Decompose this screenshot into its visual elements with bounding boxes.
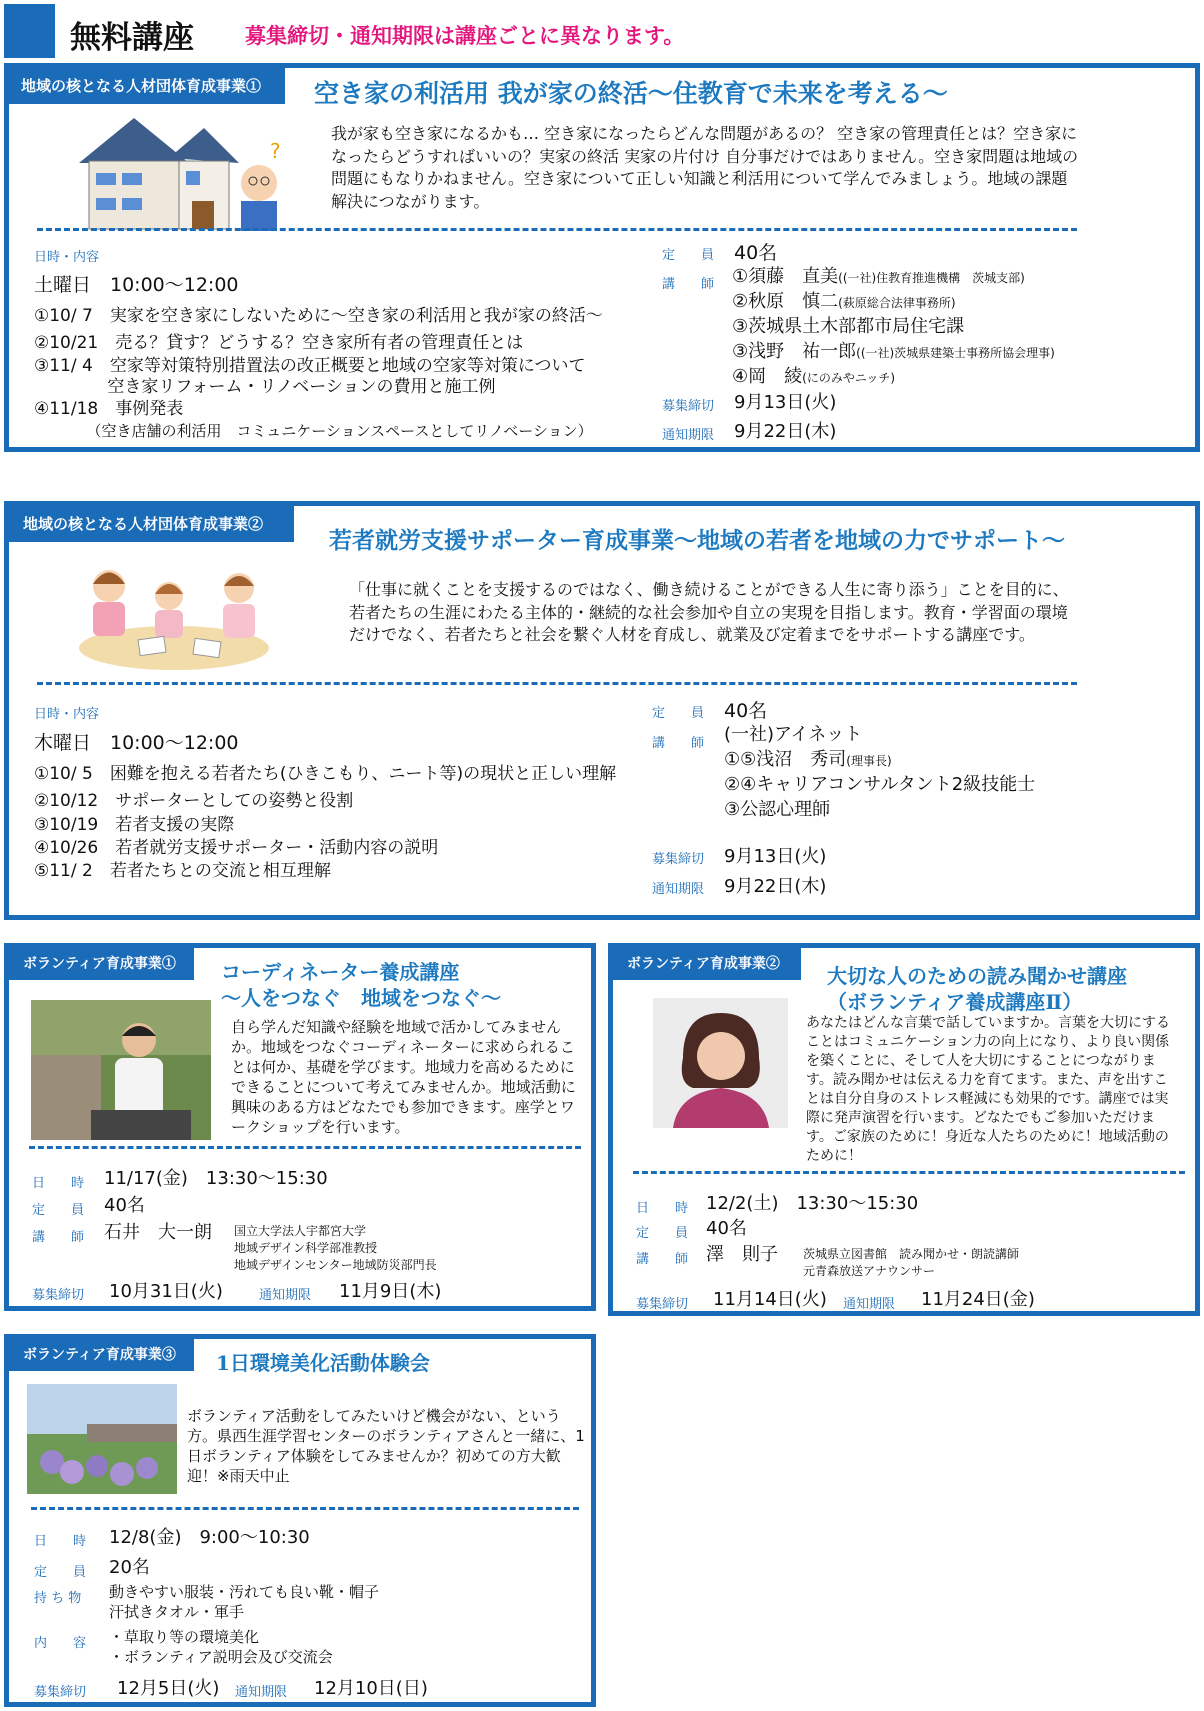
notice-date: 11月9日(木) <box>339 1281 442 1302</box>
notice-label: 通知期限 <box>652 882 705 897</box>
section-title: 空き家の利活用 我が家の終活～住教育で未来を考える～ <box>314 79 948 108</box>
day-time: 木曜日 10:00～12:00 <box>34 732 239 754</box>
content-label: 内 容 <box>34 1636 87 1651</box>
schedule-item: 空き家リフォーム・リノベーションの費用と施工例 <box>34 377 496 397</box>
lecturer-affiliation: 国立大学法人宇都宮大学 地域デザイン科学部准教授 地域デザインセンター地域防災部門長 <box>234 1224 437 1272</box>
capacity-label: 定 員 <box>652 706 705 721</box>
schedule-item: ①10/ 5 困難を抱える若者たち(ひきこもり、ニート等)の現状と正しい理解 <box>34 764 617 784</box>
datetime-label: 日時・内容 <box>34 707 100 722</box>
section-akiya <box>4 63 1200 452</box>
section-description: ボランティア活動をしてみたいけど機会がない、という方。県西生涯学習センターのボランティアさんと一緒に、1日ボランティア体験をしてみませんか？初めての方大歓迎！※雨天中止 <box>187 1407 585 1485</box>
schedule-list <box>34 304 603 444</box>
deadline-label: 募集締切 <box>636 1297 689 1312</box>
section-title: 1日環境美化活動体験会 <box>216 1351 430 1375</box>
lecturer-name: ②秋原 慎二 <box>732 291 839 312</box>
section-youth-support <box>4 501 1200 920</box>
content-item: ・ボランティア説明会及び交流会 <box>109 1648 333 1666</box>
day-time: 土曜日 10:00～12:00 <box>34 274 239 296</box>
lecturer-list <box>724 723 1035 823</box>
date: 12/8(金) 9:00～10:30 <box>109 1527 310 1548</box>
content-list <box>109 1627 333 1667</box>
lecturer-name: ③浅野 祐一郎 <box>732 341 857 362</box>
deadline: 11月14日(火) <box>713 1289 827 1310</box>
lecturer-name: 石井 大一朗 <box>104 1222 212 1243</box>
lecturer-list <box>732 265 1055 390</box>
notice-label: 通知期限 <box>843 1297 896 1312</box>
section-description: あなたはどんな言葉で話していますか。言葉を大切にすることはコミュニケーション力の向上になり、より良い関係を築くことに、そして人を大切にすることにつながります。読み聞かせは伝える力を育てます。また、声を出すことは自分自身のストレス軽減にも効果的です。講座では実際に発声演習を行います。どなたでもご参加いただけます。ご家族のために！身近な人たちのために！地域活動のために！ <box>806 1015 1170 1164</box>
deadline-label: 募集締切 <box>32 1288 85 1303</box>
schedule-list <box>34 762 616 884</box>
schedule-item: ③10/19 若者支援の実際 <box>34 815 235 835</box>
lecturer-affiliation: (萩原総合法律事務所) <box>838 296 956 310</box>
section-volunteer-1 <box>4 943 596 1311</box>
people-illustration <box>69 556 279 676</box>
deadline-label: 募集締切 <box>662 399 715 414</box>
capacity: 20名 <box>109 1557 150 1578</box>
section-subtitle: ～人をつなぐ 地域をつなぐ～ <box>221 986 501 1010</box>
lecturer-name: ②④キャリアコンサルタント2級技能士 <box>724 774 1036 795</box>
notice-label: 通知期限 <box>259 1288 312 1303</box>
section-tag: ボランティア育成事業① <box>9 948 194 980</box>
date-label: 日 時 <box>636 1201 689 1216</box>
schedule-item: ⑤11/ 2 若者たちとの交流と相互理解 <box>34 861 331 881</box>
schedule-item: ④10/26 若者就労支援サポーター・活動内容の説明 <box>34 838 439 858</box>
item: 動きやすい服装・汚れても良い靴・帽子 <box>109 1583 380 1601</box>
content-item: ・草取り等の環境美化 <box>109 1628 260 1646</box>
schedule-item: ③11/ 4 空家等対策特別措置法の改正概要と地域の空家等対策について <box>34 356 586 376</box>
section-tag: 地域の核となる人材団体育成事業① <box>9 68 285 104</box>
capacity-label: 定 員 <box>636 1226 689 1241</box>
lecturer-label: 講 師 <box>636 1252 689 1267</box>
section-description: 「仕事に就くことを支援するのではなく、働き続けることができる人生に寄り添う」ことを目的に、若者たちの生涯にわたる主体的・継続的な社会参加や自立の実現を目指します。教育・学習面の環境だけでなく、若者たちと社会を繋ぐ人材を育成し、就業及び定着までをサポートする講座です。 <box>349 580 1069 644</box>
lecturer-affiliation: ((一社)住教育推進機構 茨城支部) <box>838 271 1025 285</box>
section-tag: ボランティア育成事業③ <box>9 1339 194 1371</box>
house-illustration <box>74 113 284 233</box>
lecturer-name: ①須藤 直美 <box>732 266 839 287</box>
deadline-label: 募集締切 <box>652 852 705 867</box>
divider <box>37 228 1077 231</box>
section-title: 若者就労支援サポーター育成事業～地域の若者を地域の力でサポート～ <box>329 527 1065 554</box>
item: 汗拭きタオル・軍手 <box>109 1603 245 1621</box>
section-volunteer-3 <box>4 1334 596 1707</box>
page-title: 無料講座 <box>70 20 194 56</box>
deadline: 9月13日(火) <box>724 846 827 867</box>
lecturer-affiliation: (理事長) <box>846 754 892 768</box>
section-description: 我が家も空き家になるかも… 空き家になったらどんな問題があるの？ 空き家の管理責任とは？空き家になったらどうすればいいの？実家の終活 実家の片付け 自分事だけではありません。空き家問題は地域の問題にもなりかねません。空き家について正しい知識と利活用について学んでみましょう。地域の課題解決につながります。 <box>331 124 1079 211</box>
lecturer-name: ③茨城県土木部都市局住宅課 <box>732 316 965 337</box>
deadline: 9月13日(火) <box>734 392 837 413</box>
deadline: 10月31日(火) <box>109 1281 223 1302</box>
divider <box>29 1146 581 1149</box>
lecturer-label: 講 師 <box>32 1230 85 1245</box>
schedule-item: ①10/ 7 実家を空き家にしないために～空き家の利活用と我が家の終活～ <box>34 306 603 326</box>
lecturer-name: ④岡 綾 <box>732 366 803 387</box>
header-note: 募集締切・通知期限は講座ごとに異なります。 <box>245 23 685 48</box>
divider <box>633 1171 1185 1174</box>
schedule-item: （空き店舗の利活用 コミュニケーションスペースとしてリノベーション） <box>34 422 593 440</box>
schedule-item: ④11/18 事例発表 <box>34 399 184 419</box>
section-tag: ボランティア育成事業② <box>613 948 801 980</box>
notice-date: 9月22日(木) <box>734 421 837 442</box>
schedule-item: ②10/12 サポーターとしての姿勢と役割 <box>34 791 354 811</box>
deadline: 12月5日(火) <box>117 1678 220 1699</box>
notice-date: 12月10日(日) <box>314 1678 428 1699</box>
lecturer-name: ①⑤浅沼 秀司 <box>724 749 847 770</box>
garden-photo <box>27 1384 177 1494</box>
divider <box>31 1507 579 1510</box>
lecturer-label: 講 師 <box>652 736 705 751</box>
notice-label: 通知期限 <box>235 1685 288 1700</box>
lecturer-name: 澤 則子 <box>706 1244 778 1265</box>
notice-date: 11月24日(金) <box>921 1289 1035 1310</box>
lecturer-affiliation: (にのみやニッチ) <box>802 371 896 385</box>
capacity: 40名 <box>734 242 778 264</box>
lecturer-affiliation: ((一社)茨城県建築士事務所協会理事) <box>856 346 1055 360</box>
header-blue-square <box>4 4 55 58</box>
capacity-label: 定 員 <box>34 1565 87 1580</box>
lecturer-photo <box>653 998 788 1128</box>
capacity: 40名 <box>706 1218 747 1239</box>
lecturer-photo <box>31 1000 211 1140</box>
items-label: 持 ち 物 <box>34 1591 82 1606</box>
lecturer-name: (一社)アイネット <box>724 724 863 745</box>
divider <box>37 682 1077 685</box>
capacity-label: 定 員 <box>662 248 715 263</box>
date-label: 日 時 <box>34 1534 87 1549</box>
lecturer-name: ③公認心理師 <box>724 799 831 820</box>
lecturer-label: 講 師 <box>662 277 715 292</box>
items-list <box>109 1582 379 1622</box>
section-volunteer-2 <box>608 943 1200 1316</box>
section-tag: 地域の核となる人材団体育成事業② <box>9 506 294 542</box>
date-label: 日 時 <box>32 1176 85 1191</box>
date: 11/17(金) 13:30～15:30 <box>104 1168 328 1189</box>
date: 12/2(土) 13:30～15:30 <box>706 1193 919 1214</box>
deadline-label: 募集締切 <box>34 1685 87 1700</box>
capacity-label: 定 員 <box>32 1203 85 1218</box>
section-description: 自ら学んだ知識や経験を地域で活かしてみませんか。地域をつなぐコーディネーターに求められることは何か、基礎を学びます。地域力を高めるためにできることについて考えてみませんか。地域活動に興味のある方はどなたでも参加できます。座学とワークショップを行います。 <box>231 1018 576 1136</box>
datetime-label: 日時・内容 <box>34 250 100 265</box>
lecturer-affiliation: 茨城県立図書館 読み聞かせ・朗読講師 元青森放送アナウンサー <box>803 1247 1020 1278</box>
svg-text:?: ? <box>270 139 281 163</box>
notice-label: 通知期限 <box>662 428 715 443</box>
section-title: 大切な人のための読み聞かせ講座 <box>827 964 1127 988</box>
notice-date: 9月22日(木) <box>724 876 827 897</box>
capacity: 40名 <box>104 1195 145 1216</box>
capacity: 40名 <box>724 700 768 722</box>
schedule-item: ②10/21 売る？貸す？どうする？空き家所有者の管理責任とは <box>34 333 524 353</box>
section-subtitle: （ボランティア養成講座Ⅱ） <box>827 990 1083 1014</box>
section-title: コーディネーター養成講座 <box>221 960 460 984</box>
